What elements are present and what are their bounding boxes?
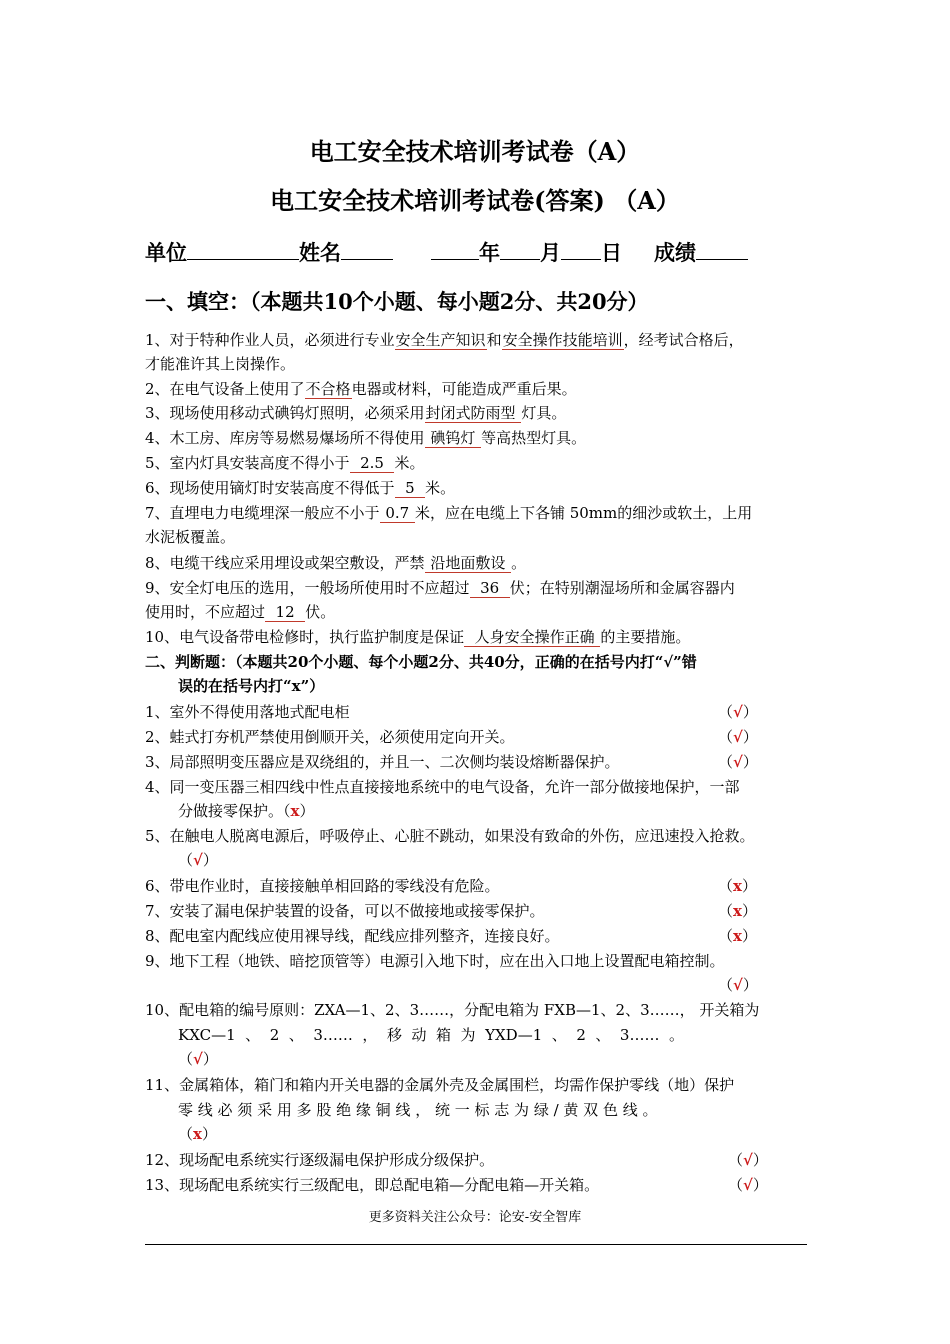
q3-tail: 灯具。: [521, 404, 567, 422]
judge-item-11: 11、金属箱体，箱门和箱内开关电器的金属外壳及金属围栏，均需作保护零线（地）保护: [145, 1076, 735, 1094]
judge-mark-8: [718, 924, 757, 948]
section1-heading: 一、填空：（本题共10个小题、每小题2分、共20分）: [145, 289, 649, 314]
section2-heading-cont: 误的在括号内打“x”）: [178, 677, 325, 695]
judge-item-8: 8、配电室内配线应使用裸导线，配线应排列整齐，连接良好。: [145, 927, 560, 945]
q8-text: 8、电缆干线应采用埋设或架空敷设，严禁: [145, 554, 425, 572]
judge-rp-10: ）: [202, 1050, 218, 1068]
judge-lp-8: （: [718, 927, 734, 945]
footer-note: 更多资料关注公众号：论安-安全智库: [368, 1210, 582, 1225]
judge-mark-13: [728, 1173, 768, 1197]
check-icon: √: [733, 753, 743, 771]
judge-lp-3: （: [718, 753, 734, 771]
q5-answer: 2.5: [350, 454, 394, 472]
q1-and: 和: [486, 331, 502, 349]
judge-mark-3: [718, 750, 758, 774]
q1-answer-1: 安全生产知识: [395, 331, 486, 349]
fill-question-1-cont: 才能准许其上岗操作。: [145, 355, 296, 373]
cross-icon: x: [733, 902, 742, 920]
judge-rp-13: ）: [752, 1176, 768, 1194]
check-icon: √: [743, 1176, 753, 1194]
fill-question-7: [145, 501, 752, 525]
q2-tail: 电器或材料，可能造成严重后果。: [351, 380, 577, 398]
month-label: 月: [540, 240, 561, 265]
cross-icon: x: [733, 927, 742, 945]
q7-text: 7、直埋电力电缆埋深一般应不小于: [145, 504, 380, 522]
fill-question-5: [145, 451, 425, 475]
judge-rp-8: ）: [741, 927, 757, 945]
q6-text: 6、现场使用镝灯时安装高度不得低于: [145, 479, 395, 497]
section2-heading: 二、判断题：（本题共20个小题、每个小题2分、共40分，正确的在括号内打“√”错: [145, 653, 697, 671]
judge-rp-11: ）: [201, 1125, 217, 1143]
score-label: 成绩: [654, 240, 696, 265]
judge-lp-12: （: [728, 1151, 744, 1169]
judge-lp-5: （: [178, 851, 194, 869]
judge-rp-1: ）: [742, 703, 758, 721]
check-icon: √: [733, 703, 743, 721]
judge-lp-7: （: [718, 902, 734, 920]
q9-answer-1: 36: [470, 579, 509, 597]
judge-item-13: 13、现场配电系统实行三级配电，即总配电箱—分配电箱—开关箱。: [145, 1176, 600, 1194]
judge-rp-9: ）: [742, 976, 758, 994]
check-icon: √: [193, 851, 203, 869]
q7-answer: 0.7: [380, 504, 414, 522]
fill-question-2: [145, 377, 577, 401]
judge-lp-6: （: [718, 877, 734, 895]
judge-item-6: 6、带电作业时，直接接触单相回路的零线没有危险。: [145, 877, 500, 895]
q4-answer: 碘钨灯: [425, 429, 481, 447]
judge-lp-13: （: [728, 1176, 744, 1194]
judge-mark-2: [718, 725, 758, 749]
judge-mark-6: [718, 874, 757, 898]
judge-rp-6: ）: [741, 877, 757, 895]
q3-answer: 封闭式防雨型: [425, 404, 521, 422]
judge-item-3: 3、局部照明变压器应是双绕组的，并且一、二次侧均装设熔断器保护。: [145, 753, 620, 771]
unit-label: 单位: [145, 240, 187, 265]
judge-rp-5: ）: [202, 851, 218, 869]
fill-question-3: [145, 401, 566, 425]
check-icon: √: [733, 728, 743, 746]
q9-answer-2: 12: [266, 603, 305, 621]
judge-rp-2: ）: [742, 728, 758, 746]
judge-mark-9: [718, 973, 758, 997]
year-blank: [431, 241, 479, 260]
judge-item-9: 9、地下工程（地铁、暗挖顶管等）电源引入地下时，应在出入口地上设置配电箱控制。: [145, 952, 725, 970]
judge-item-5: 5、在触电人脱离电源后，呼吸停止、心脏不跳动，如果没有致命的外伤，应迅速投入抢救。: [145, 827, 755, 845]
judge-item-1: 1、室外不得使用落地式配电柜: [145, 703, 350, 721]
q5-text: 5、室内灯具安装高度不得小于: [145, 454, 350, 472]
day-label: 日: [601, 240, 622, 265]
q10-text: 10、电气设备带电检修时，执行监护制度是保证: [145, 628, 465, 646]
judge-item-7: 7、安装了漏电保护装置的设备，可以不做接地或接零保护。: [145, 902, 545, 920]
judge-item-10: 10、配电箱的编号原则：ZXA—1、2、3……，分配电箱为 FXB—1、2、3……， 开关箱为: [145, 1001, 760, 1019]
judge-item-12: 12、现场配电系统实行逐级漏电保护形成分级保护。: [145, 1151, 495, 1169]
judge-lp-1: （: [718, 703, 734, 721]
q6-answer: 5: [395, 479, 425, 497]
judge-rp-7: ）: [741, 902, 757, 920]
judge-mark-7: [718, 899, 757, 923]
check-icon: √: [743, 1151, 753, 1169]
q4-text: 4、木工房、库房等易燃易爆场所不得使用: [145, 429, 425, 447]
cross-icon: x: [290, 802, 300, 820]
q9-text: 9、安全灯电压的选用，一般场所使用时不应超过: [145, 579, 470, 597]
q2-text: 2、在电气设备上使用了: [145, 380, 305, 398]
judge-lp-11: （: [178, 1125, 194, 1143]
q9-tail: 伏；在特别潮湿场所和金属容器内: [509, 579, 735, 597]
cross-icon: x: [193, 1125, 202, 1143]
fill-question-7-cont: 水泥板覆盖。: [145, 528, 236, 546]
judge-mark-1: [718, 700, 758, 724]
judge-rp-3: ）: [742, 753, 758, 771]
answer-title: 电工安全技术培训考试卷(答案) （A）: [270, 186, 680, 215]
q8-answer: 沿地面敷设: [425, 554, 511, 572]
score-blank: [696, 241, 748, 260]
day-blank: [561, 241, 601, 260]
judge-lp-2: （: [718, 728, 734, 746]
exam-title: 电工安全技术培训考试卷（A）: [309, 137, 641, 166]
q4-tail: 等高热型灯具。: [481, 429, 587, 447]
judge-mark-10: [178, 1047, 218, 1071]
check-icon: √: [733, 976, 743, 994]
q9-cont-text: 使用时，不应超过: [145, 603, 266, 621]
judge-lp-4: （: [283, 802, 291, 820]
q1-answer-2: 安全操作技能培训: [502, 331, 623, 349]
check-icon: √: [193, 1050, 203, 1068]
judge-item-2: 2、蛙式打夯机严禁使用倒顺开关，必须使用定向开关。: [145, 728, 515, 746]
fill-question-4: [145, 426, 586, 450]
judge-lp-9: （: [718, 976, 734, 994]
fill-question-6: [145, 476, 455, 500]
q1-text: 1、对于特种作业人员，必须进行专业: [145, 331, 395, 349]
info-line: [145, 238, 845, 268]
judge-item-11-cont: 零 线 必 须 采 用 多 股 绝 缘 铜 线 ， 统 一 标 志 为 绿 / 黄 双 色 线 。: [178, 1101, 658, 1119]
fill-question-9: [145, 576, 735, 600]
judge-mark-5: [178, 848, 218, 872]
month-blank: [500, 241, 540, 260]
q2-answer: 不合格: [305, 380, 351, 398]
judge-rp-12: ）: [752, 1151, 768, 1169]
judge-mark-11: [178, 1122, 217, 1146]
year-label: 年: [479, 240, 500, 265]
q3-text: 3、现场使用移动式碘钨灯照明，必须采用: [145, 404, 425, 422]
judge-item-4-cont: [178, 799, 315, 823]
q10-answer: 人身安全操作正确: [465, 628, 600, 646]
q5-tail: 米。: [394, 454, 425, 472]
judge-mark-12: [728, 1148, 768, 1172]
fill-question-8: [145, 551, 526, 575]
cross-icon: x: [733, 877, 742, 895]
q7-tail: 米，应在电缆上下各铺 50mm的细沙或软土，上用: [414, 504, 753, 522]
name-blank: [341, 241, 393, 260]
q9-cont-tail: 伏。: [305, 603, 336, 621]
judge-lp-10: （: [178, 1050, 194, 1068]
q8-tail: 。: [511, 554, 527, 572]
name-label: 姓名: [299, 240, 341, 265]
unit-blank: [187, 241, 299, 260]
fill-question-9-cont: [145, 600, 335, 624]
fill-question-10: [145, 625, 690, 649]
judge-item-10-cont: KXC—1 、 2 、 3…… ， 移 动 箱 为 YXD—1 、 2 、 3…… 。: [178, 1026, 685, 1044]
q10-tail: 的主要措施。: [600, 628, 691, 646]
q1-tail: ，经考试合格后，: [623, 331, 744, 349]
footer-rule: [145, 1244, 807, 1245]
judge-item-4-cont-text: 分做接零保护。: [178, 802, 284, 820]
judge-item-4: 4、同一变压器三相四线中性点直接接地系统中的电气设备，允许一部分做接地保护，一部: [145, 778, 740, 796]
fill-question-1: [145, 328, 744, 352]
q6-tail: 米。: [425, 479, 456, 497]
judge-rp-4: ）: [299, 802, 315, 820]
